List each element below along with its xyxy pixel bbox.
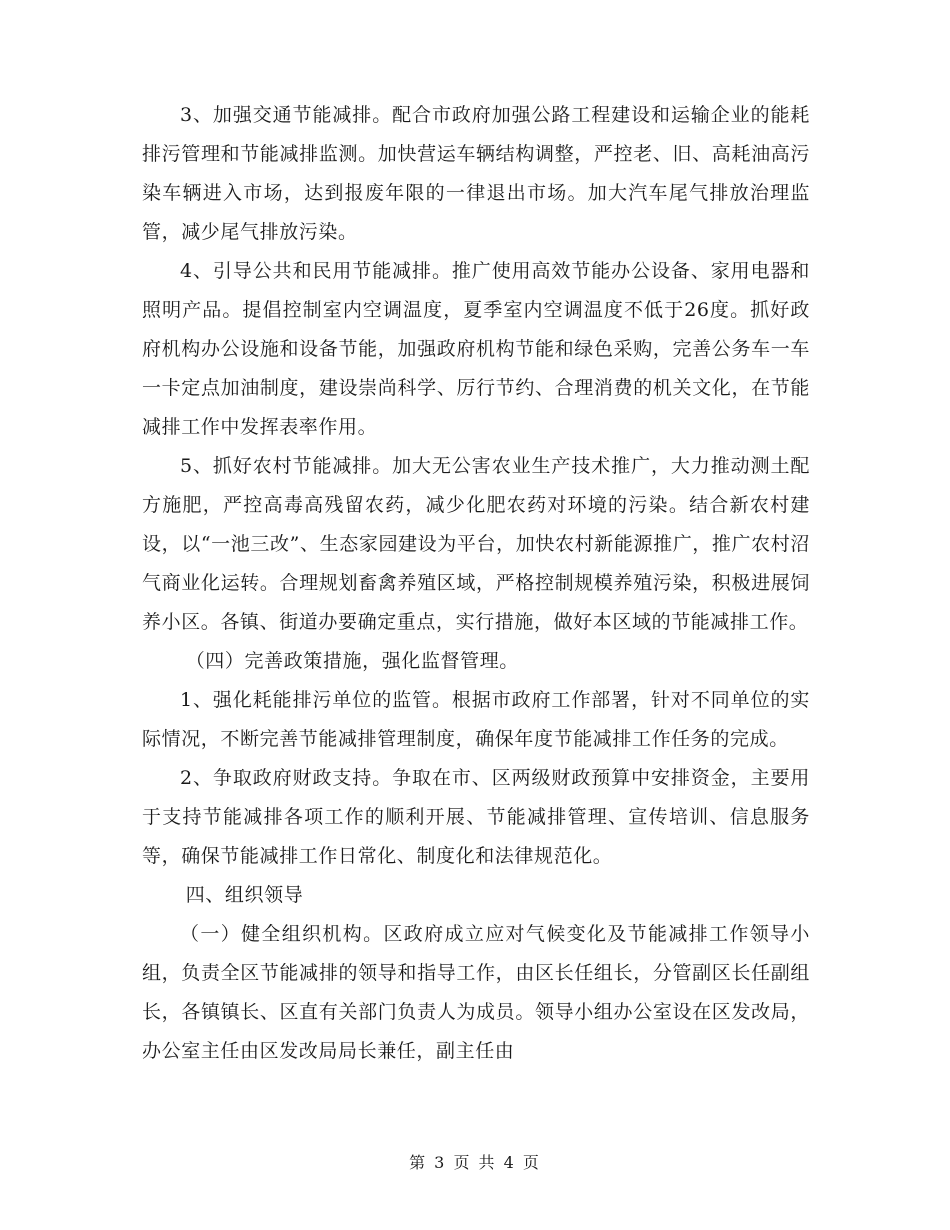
paragraph-traffic-energy-saving: 3、加强交通节能减排。配合市政府加强公路工程建设和运输企业的能耗排污管理和节能减排监测。加快营运车辆结构调整，严控老、旧、高耗油高污染车辆进入市场，达到报废年限的一律退出市场。加大汽车尾气排放治理监管，减少尾气排放污染。 (142, 104, 810, 243)
paragraph-organization-structure: （一）健全组织机构。区政府成立应对气候变化及节能减排工作领导小组，负责全区节能减排的领导和指导工作，由区长任组长，分管副区长任副组长，各镇镇长、区直有关部门负责人为成员。领导小组办公室设在区发改局，办公室主任由区发改局局长兼任，副主任由 (142, 923, 810, 1062)
paragraph-rural-energy-saving: 5、抓好农村节能减排。加大无公害农业生产技术推广，大力推动测土配方施肥，严控高毒高残留农药，减少化肥农药对环境的污染。结合新农村建设，以“一池三改”、生态家园建设为平台，加快农村新能源推广，推广农村沼气商业化运转。合理规划畜禽养殖区域，严格控制规模养殖污染，积极进展饲养小区。各镇、街道办要确定重点，实行措施，做好本区域的节能减排工作。 (142, 455, 810, 633)
paragraph-supervision: 1、强化耗能排污单位的监管。根据市政府工作部署，针对不同单位的实际情况，不断完善节能减排管理制度，确保年度节能减排工作任务的完成。 (142, 689, 810, 750)
section-heading-policy-measures: （四）完善政策措施，强化监督管理。 (185, 650, 519, 672)
document-body (142, 96, 810, 1071)
paragraph-financial-support: 2、争取政府财政支持。争取在市、区两级财政预算中安排资金，主要用于支持节能减排各项工作的顺利开展、节能减排管理、宣传培训、信息服务等，确保节能减排工作日常化、制度化和法律规范化。 (142, 767, 810, 867)
section-heading-organization: 四、组织领导 (185, 884, 304, 906)
page-footer: 第 3 页 共 4 页 (409, 1153, 541, 1172)
paragraph-public-civil-energy-saving: 4、引导公共和民用节能减排。推广使用高效节能办公设备、家用电器和照明产品。提倡控制室内空调温度，夏季室内空调温度不低于26度。抓好政府机构办公设施和设备节能，加强政府机构节能和绿色采购，完善公务车一车一卡定点加油制度，建设崇尚科学、厉行节约、合理消费的机关文化，在节能减排工作中发挥表率作用。 (142, 260, 810, 438)
